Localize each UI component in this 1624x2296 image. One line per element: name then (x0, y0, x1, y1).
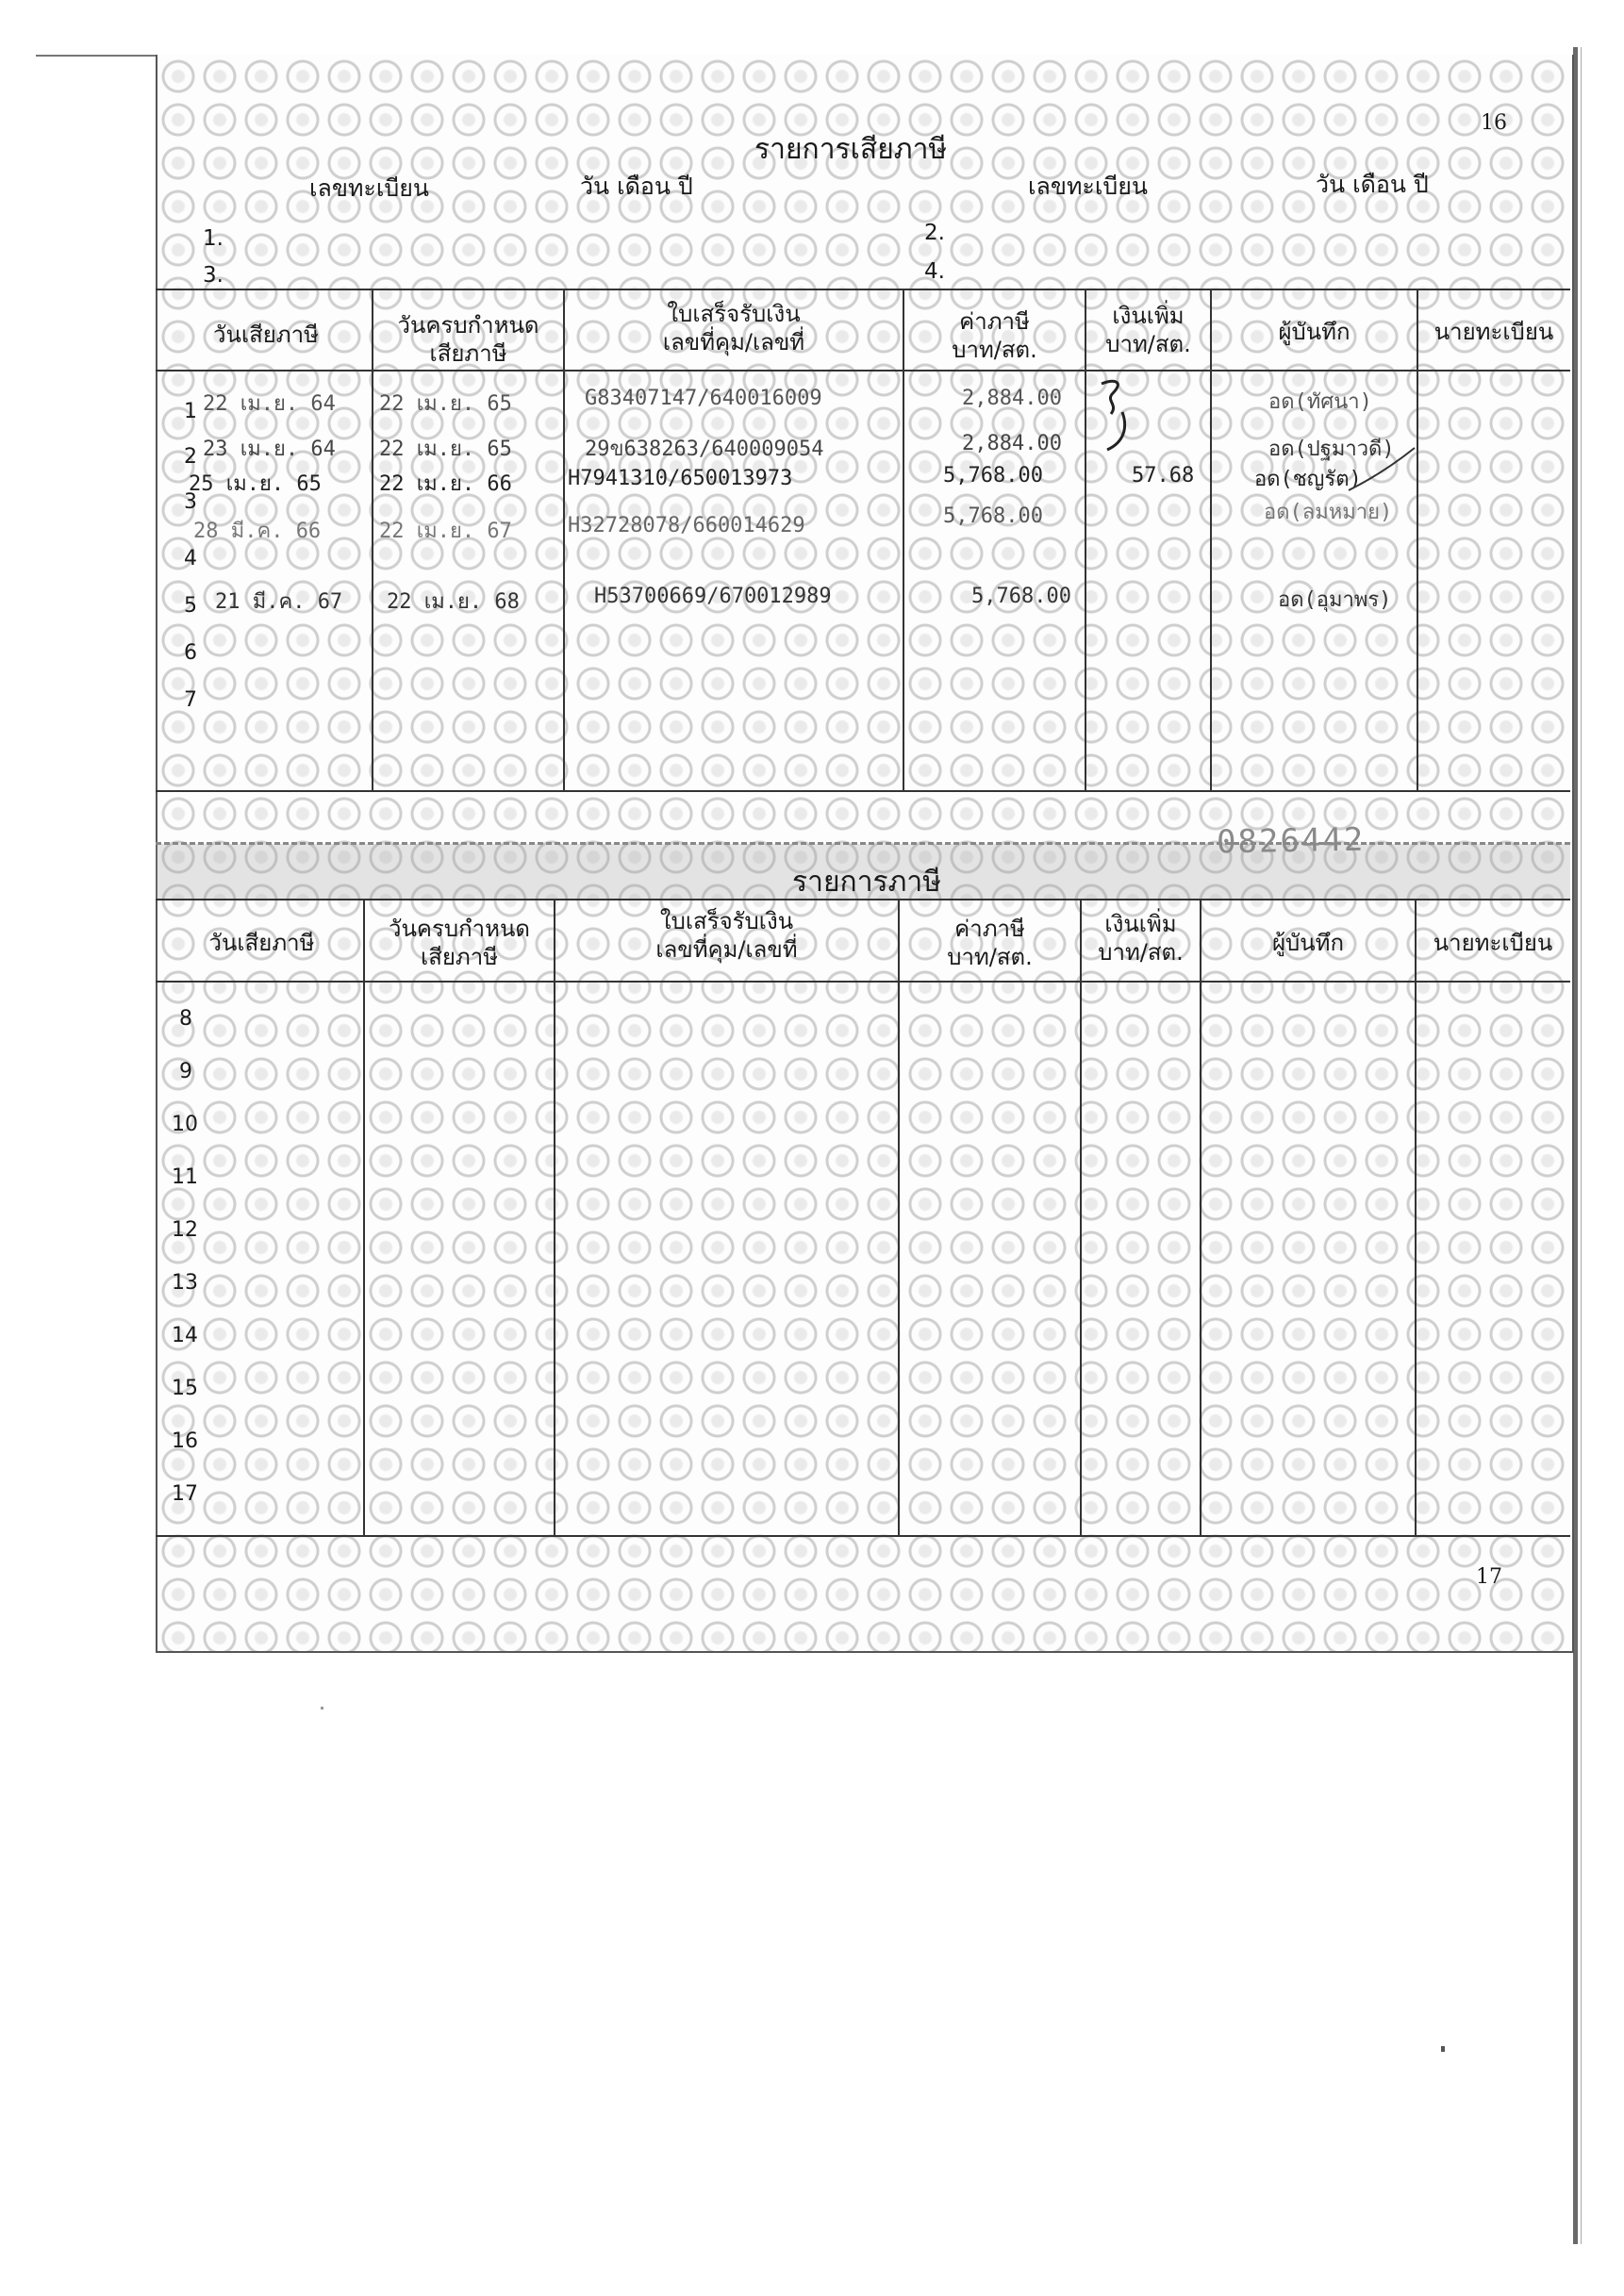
row-number: 10 (172, 1113, 198, 1136)
row-number: 9 (179, 1060, 192, 1083)
table1-header-border (156, 370, 1570, 372)
registration-entry-2: 2. (924, 221, 945, 245)
table2-col-divider (1080, 899, 1082, 1535)
tax-cell: 5,768.00 (943, 504, 1043, 528)
row-number: 4 (184, 547, 197, 570)
due-date-cell: 22 เม.ย. 66 (379, 472, 512, 496)
row-number: 5 (184, 594, 197, 618)
header-surcharge-line1: เงินเพิ่ม (1104, 911, 1177, 937)
tax-cell: 2,884.00 (962, 387, 1062, 410)
receipt-cell: H7941310/650013973 (568, 467, 793, 490)
recorder-cell: อด(ลมหมาย) (1264, 501, 1393, 524)
header-receipt (555, 907, 898, 964)
date-label-2: วัน เดือน ปี (1316, 171, 1429, 198)
header-registrar: นายทะเบียน (1433, 930, 1553, 956)
header-receipt-line2: เลขที่คุม/เลขที่ (662, 329, 805, 355)
header-recorder: ผู้บันทึก (1271, 930, 1345, 956)
header-due-date (365, 915, 554, 971)
due-date-cell: 22 เม.ย. 65 (379, 438, 512, 461)
surcharge-cell: 57.68 (1132, 464, 1195, 487)
row-number: 13 (172, 1271, 198, 1295)
row-number: 8 (179, 1007, 192, 1031)
scan-edge-line (36, 55, 158, 57)
receipt-cell: G83407147/640016009 (585, 387, 822, 410)
page-number-top: 16 (1481, 111, 1507, 135)
receipt-cell: H32728078/660014629 (568, 514, 805, 537)
recorder-cell: อด(ชญรัต) (1254, 468, 1362, 491)
date-label-1: วัน เดือน ปี (580, 173, 693, 200)
table1-col-divider (1085, 289, 1086, 790)
section1-title: รายการเสียภาษี (754, 133, 948, 166)
header-due-date-line2: เสียภาษี (420, 944, 499, 970)
header-due-date (373, 311, 563, 368)
table2-bottom-border (156, 1535, 1570, 1537)
registration-entry-1: 1. (203, 226, 224, 251)
row-number: 15 (172, 1377, 198, 1400)
row-number: 16 (172, 1429, 198, 1453)
header-surcharge-line1: เงินเพิ่ม (1112, 303, 1185, 329)
receipt-cell: H53700669/670012989 (594, 585, 832, 608)
registration-entry-3: 3. (203, 263, 224, 288)
table2-col-divider (1415, 899, 1417, 1535)
row-number: 1 (184, 400, 197, 423)
table2-header-border (156, 981, 1570, 983)
row-number: 2 (184, 445, 197, 469)
tax-cell: 5,768.00 (971, 585, 1071, 608)
due-date-cell: 22 เม.ย. 67 (379, 520, 512, 543)
header-receipt-line1: ใบเสร็จรับเงิน (659, 908, 794, 934)
row-number: 17 (172, 1482, 198, 1506)
table2-col-divider (1200, 899, 1201, 1535)
header-recorder: ผู้บันทึก (1278, 319, 1351, 345)
registration-label-1: เลขทะเบียน (309, 174, 430, 202)
registration-entry-4: 4. (924, 259, 945, 284)
header-tax-date: วันเสียภาษี (208, 930, 315, 956)
due-date-cell: 22 เม.ย. 68 (387, 590, 520, 614)
tax-cell: 2,884.00 (962, 432, 1062, 455)
tax-date-cell: 22 เม.ย. 64 (203, 392, 336, 416)
header-due-date-line2: เสียภาษี (429, 340, 507, 367)
header-tax-line1: ค่าภาษี (954, 916, 1025, 942)
recorder-cell: อด(อุมาพร) (1278, 588, 1392, 612)
scan-right-border-thin (1581, 47, 1582, 2244)
header-surcharge-line2: บาท/สต. (1098, 939, 1184, 966)
serial-stamp: 0826442 (1216, 820, 1366, 862)
header-tax-line2: บาท/สต. (947, 944, 1033, 970)
tax-date-cell: 28 มี.ค. 66 (193, 520, 322, 543)
section2-title: รายการภาษี (792, 866, 942, 899)
table2-col-divider (363, 899, 365, 1535)
recorder-cell: อด(ปฐมาวดี) (1268, 438, 1395, 461)
tax-cell: 5,768.00 (943, 464, 1043, 487)
table2-top-border (156, 899, 1570, 900)
scan-speck (321, 1707, 323, 1710)
row-number: 6 (184, 641, 197, 665)
row-number: 3 (184, 490, 197, 514)
header-tax (900, 915, 1080, 971)
table1-col-divider (1210, 289, 1212, 790)
header-receipt-line2: เลขที่คุม/เลขที่ (655, 936, 798, 963)
table1-col-divider (1417, 289, 1418, 790)
header-registrar: นายทะเบียน (1433, 319, 1554, 345)
header-surcharge (1086, 302, 1210, 358)
header-due-date-line1: วันครบกำหนด (397, 312, 539, 339)
table1-bottom-border (156, 790, 1570, 792)
header-due-date-line1: วันครบกำหนด (389, 916, 530, 942)
handwritten-check-mark (1339, 443, 1424, 500)
row-number: 11 (172, 1165, 198, 1189)
due-date-cell: 22 เม.ย. 65 (379, 392, 512, 416)
header-tax-line2: บาท/สต. (952, 337, 1037, 363)
table1-col-divider (563, 289, 565, 790)
header-surcharge (1082, 910, 1200, 966)
header-surcharge-line2: บาท/สต. (1105, 331, 1191, 357)
registration-label-2: เลขทะเบียน (1028, 173, 1149, 200)
header-tax-line1: ค่าภาษี (959, 308, 1030, 335)
table2-col-divider (898, 899, 900, 1535)
row-number: 7 (184, 688, 197, 712)
header-tax-date: วันเสียภาษี (213, 322, 319, 348)
receipt-cell: 29ข638263/640009054 (585, 438, 824, 461)
page-number-bottom: 17 (1476, 1565, 1502, 1589)
tax-date-cell: 21 มี.ค. 67 (215, 590, 343, 614)
tax-date-cell: 25 เม.ย. 65 (189, 472, 322, 496)
tax-date-cell: 23 เม.ย. 64 (203, 438, 336, 461)
handwritten-bracket-mark (1094, 372, 1151, 457)
recorder-cell: อด(ทัศนา) (1268, 390, 1372, 414)
row-number: 14 (172, 1324, 198, 1347)
table1-top-border (156, 289, 1570, 290)
header-receipt-line1: ใบเสร็จรับเงิน (667, 301, 801, 327)
header-tax (904, 307, 1085, 364)
row-number: 12 (172, 1218, 198, 1242)
header-receipt (565, 300, 903, 356)
scan-speck (1441, 2046, 1445, 2052)
table2-col-divider (554, 899, 555, 1535)
